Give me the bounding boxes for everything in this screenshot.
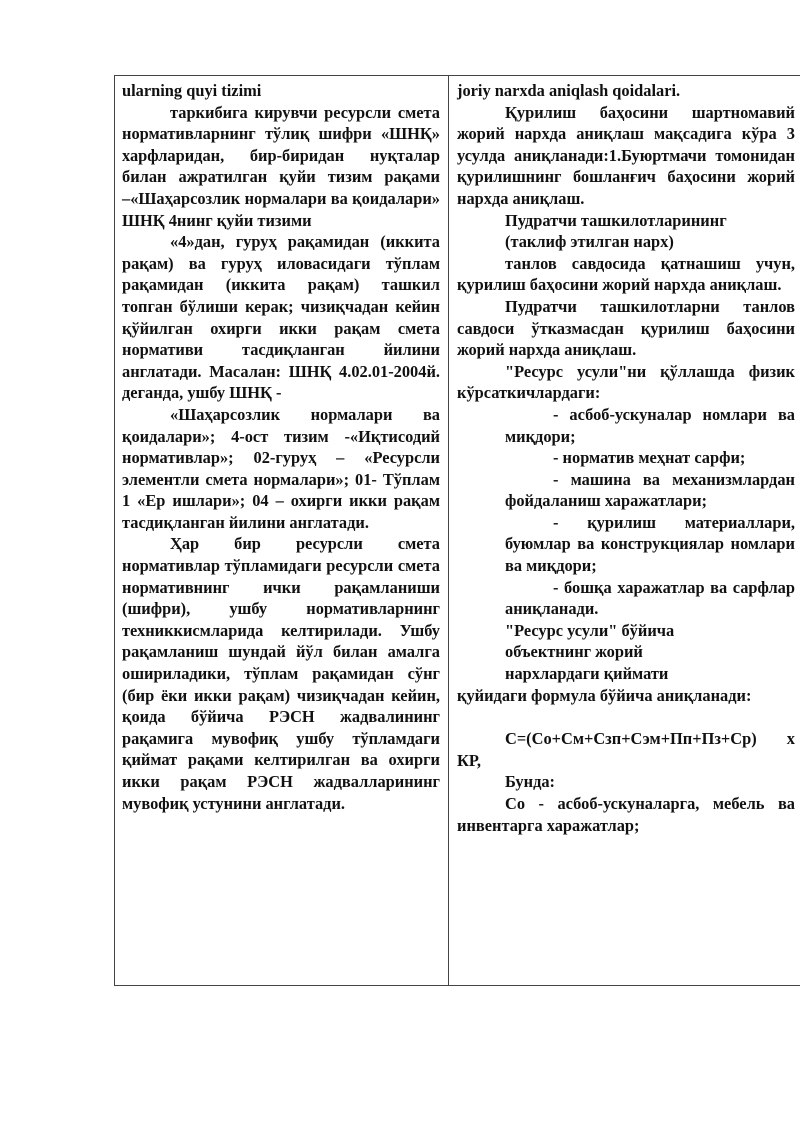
right-paragraph-3a: Пудратчи ташкилотларининг	[505, 210, 727, 230]
right-column	[449, 76, 800, 985]
left-paragraph-5: Ҳар бир ресурсли смета нормативлар тўпламидаги ресурсли смета нормативнинг ички рақамланиши (шифри), ушбу нормативларнинг техниккисмларида келтирилади. Ушбу рақамланиш шундай йўл билан амалга ошириладики, тўплам рақамидан сўнг (бир ёки икки рақам) чизиқчадан кейин, қоида бўйича РЭСН жадвалининг рақамига мувофиқ ушбу тўпламдаги қиймат рақами келтирилган ва охирги икки рақам РЭСН жадвалларининг мувофиқ устунини англатади.	[122, 534, 440, 813]
two-column-table	[114, 75, 800, 986]
list-item-3: - машина ва механизмлардан фойдаланиш харажатлари;	[505, 469, 795, 511]
right-paragraph-2: Қурилиш баҳосини шартномавий жорий нархда аниқлаш мақсадига кўра 3 усулда аниқланади:1.Буюртмачи томонидан қурилишнинг бошланғич баҳосини жорий нархда аниқлаш.	[457, 102, 795, 208]
right-paragraph-5: "Ресурс усули"ни қўллашда физик кўрсаткичлардаги:	[457, 361, 795, 403]
right-paragraph-6a: "Ресурс усули" бўйича	[505, 620, 675, 640]
list-item-1: - асбоб-ускуналар номлари ва миқдори;	[505, 404, 795, 446]
left-column	[115, 76, 449, 985]
left-paragraph-2: таркибига кирувчи ресурсли смета нормативларнинг тўлиқ шифри «ШНҚ» харфларидан, бир-биридан нуқталар билан ажратилган қуйи тизим рақами –«Шаҳарсозлик нормалари ва қоидалари» ШНҚ 4нинг қуйи тизими	[122, 102, 440, 230]
list-item-4: - қурилиш материаллари, буюмлар ва конструкциялар номлари ва миқдори;	[505, 512, 795, 576]
list-item-5: - бошқа харажатлар ва сарфлар аниқланади.	[505, 577, 795, 619]
right-paragraph-6d: қуйидаги формула бўйича аниқланади:	[457, 685, 752, 705]
right-paragraph-3c: танлов савдосида қатнашиш учун, қурилиш баҳосини жорий нархда аниқлаш.	[457, 253, 795, 295]
right-paragraph-3b: (таклиф этилган нарх)	[505, 232, 674, 252]
right-paragraph-6b: объектнинг жорий	[505, 642, 643, 662]
right-paragraph-1: joriy narxda aniqlash qoidalari.	[457, 81, 681, 100]
formula: С=(Со+См+Сзп+Сэм+Пп+Пз+Ср) х КР,	[457, 729, 795, 770]
right-paragraph-6c: нархлардаги қиймати	[505, 664, 669, 684]
left-paragraph-1: ularning quyi tizimi	[122, 81, 262, 100]
right-paragraph-8: Со - асбоб-ускуналарга, мебель ва инвентарга харажатлар;	[457, 794, 795, 835]
right-paragraph-4: Пудратчи ташкилотларни танлов савдоси ўтказмасдан қурилиш баҳосини жорий нархда аниқлаш.	[457, 296, 795, 360]
left-paragraph-3: «4»дан, гуруҳ рақамидан (иккита рақам) ва гуруҳ иловасидаги тўплам рақамидан (иккита рақам) ташкил топган бўлиши керак; чизиқчадан кейин қўйилган охирги икки рақам смета нормативи тасдиқланган йилини англатади. Масалан: ШНҚ 4.02.01-2004й. деганда, ушбу ШНҚ -	[122, 232, 440, 403]
blank-line	[457, 706, 795, 728]
right-paragraph-7: Бунда:	[505, 772, 556, 792]
left-paragraph-4: «Шаҳарсозлик нормалари ва қоидалари»; 4-ост тизим -«Иқтисодий нормативлар»; 02-гуруҳ – «Ресурсли элементли смета нормалари»; 01- Тўплам 1 «Ер ишлари»; 04 – охирги икки рақам тасдиқланган йилини англатади.	[122, 404, 440, 532]
list-item-2: - норматив меҳнат сарфи;	[553, 448, 746, 468]
